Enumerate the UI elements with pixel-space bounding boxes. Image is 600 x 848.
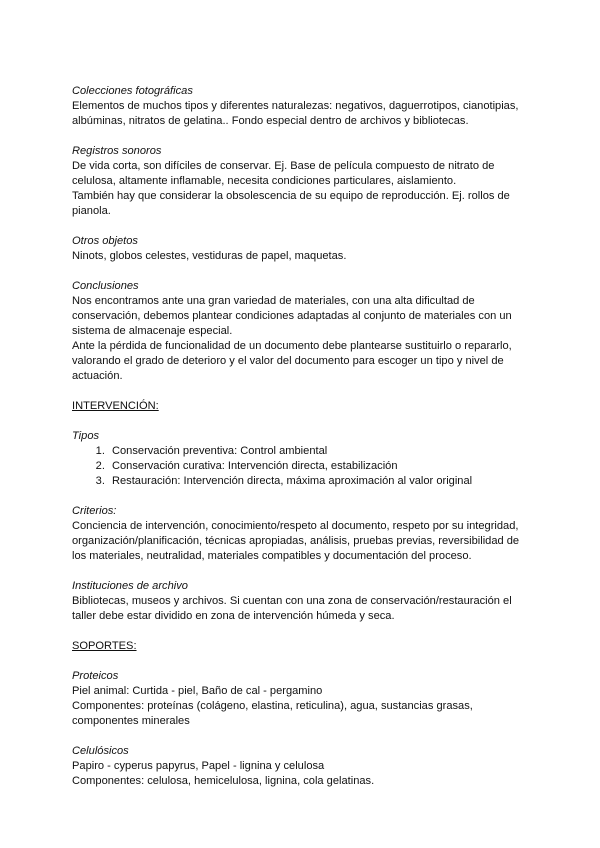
section-otros-objetos	[72, 234, 532, 264]
page-content	[72, 84, 532, 804]
text-line: pianola.	[72, 205, 111, 217]
section-criterios	[72, 504, 532, 564]
text-line: Ninots, globos celestes, vestiduras de papel, maquetas.	[72, 250, 347, 262]
section-title-soportes: SOPORTES:	[72, 640, 137, 652]
section-heading: Tipos	[72, 430, 100, 442]
section-heading: Criterios:	[72, 505, 117, 517]
section-heading: Celulósicos	[72, 745, 129, 757]
section-heading: Proteicos	[72, 670, 119, 682]
section-heading: Conclusiones	[72, 280, 139, 292]
section-celulosicos	[72, 744, 532, 789]
section-title-intervencion: INTERVENCIÓN:	[72, 400, 159, 412]
text-line: sistema de almacenaje especial.	[72, 325, 233, 337]
text-line: valorando el grado de deterioro y el valor del documento para escoger un tipo y nivel de	[72, 355, 504, 367]
numbered-list	[72, 444, 532, 489]
text-line: Nos encontramos ante una gran variedad de materiales, con una alta dificultad de	[72, 295, 475, 307]
text-line: los materiales, neutralidad, materiales compatibles y documentación del proceso.	[72, 550, 472, 562]
section-colecciones-fotograficas	[72, 84, 532, 129]
section-conclusiones	[72, 279, 532, 384]
text-line: albúminas, nitratos de gelatina.. Fondo especial dentro de archivos y bibliotecas.	[72, 115, 469, 127]
text-line: Componentes: proteínas (colágeno, elastina, reticulina), agua, sustancias grasas,	[72, 700, 473, 712]
section-proteicos	[72, 669, 532, 729]
section-heading: Registros sonoros	[72, 145, 162, 157]
section-heading: Colecciones fotográficas	[72, 85, 193, 97]
list-item: 3. Restauración: Intervención directa, máxima aproximación al valor original	[108, 474, 532, 489]
text-line: Piel animal: Curtida - piel, Baño de cal - pergamino	[72, 685, 323, 697]
text-line: De vida corta, son difíciles de conservar. Ej. Base de película compuesto de nitrato de	[72, 160, 495, 172]
text-line: Ante la pérdida de funcionalidad de un documento debe plantearse sustituirlo o repararlo,	[72, 340, 512, 352]
text-line: También hay que considerar la obsolescencia de su equipo de reproducción. Ej. rollos de	[72, 190, 510, 202]
text-line: Papiro - cyperus papyrus, Papel - lignina y celulosa	[72, 760, 325, 772]
list-item: 2. Conservación curativa: Intervención directa, estabilización	[108, 459, 532, 474]
text-line: organización/planificación, técnicas apropiadas, análisis, pruebas previas, reversibilidad de	[72, 535, 520, 547]
section-instituciones-de-archivo	[72, 579, 532, 624]
text-line: celulosa, altamente inflamable, necesita condiciones particulares, aislamiento.	[72, 175, 457, 187]
text-line: Bibliotecas, museos y archivos. Si cuentan con una zona de conservación/restauración el	[72, 595, 512, 607]
text-line: Conciencia de intervención, conocimiento/respeto al documento, respeto por su integridad,	[72, 520, 519, 532]
section-heading: Instituciones de archivo	[72, 580, 188, 592]
text-line: actuación.	[72, 370, 123, 382]
text-line: componentes minerales	[72, 715, 190, 727]
text-line: taller debe estar dividido en zona de intervención húmeda y seca.	[72, 610, 395, 622]
text-line: conservación, debemos plantear condiciones adaptadas al conjunto de materiales con un	[72, 310, 512, 322]
text-line: Elementos de muchos tipos y diferentes naturalezas: negativos, daguerrotipos, cianotipias,	[72, 100, 519, 112]
section-registros-sonoros	[72, 144, 532, 219]
section-heading: Otros objetos	[72, 235, 138, 247]
list-item: 1. Conservación preventiva: Control ambiental	[108, 444, 532, 459]
section-tipos	[72, 429, 532, 489]
text-line: Componentes: celulosa, hemicelulosa, lignina, cola gelatinas.	[72, 775, 375, 787]
